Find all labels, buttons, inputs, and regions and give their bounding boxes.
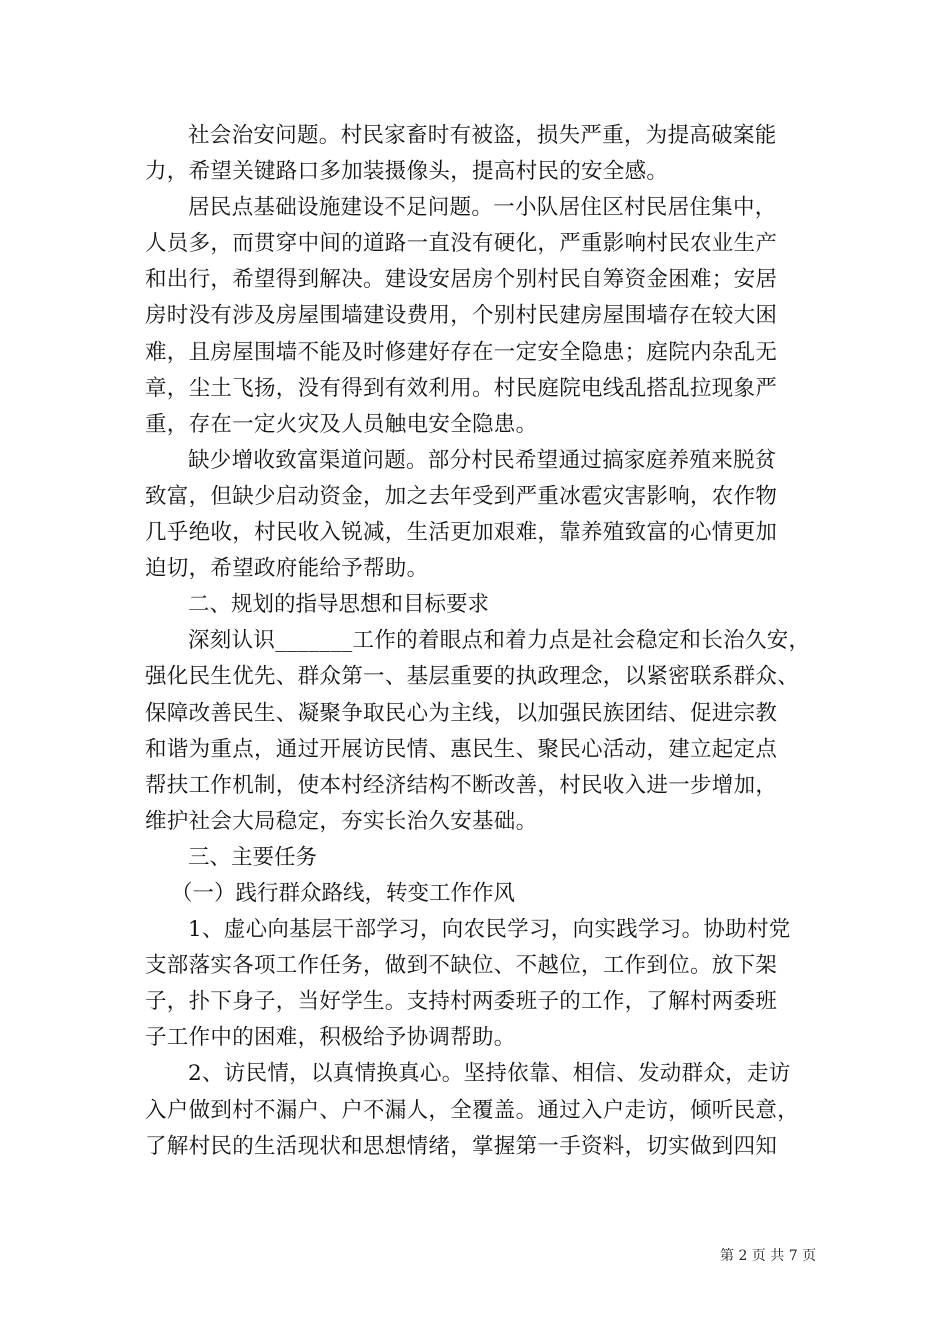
paragraph-public-security	[145, 118, 813, 190]
text-line: 社会治安问题。村民家畜时有被盗，损失严重，为提高破案能	[188, 123, 777, 148]
text-line: 重，存在一定火灾及人员触电安全隐患。	[145, 411, 538, 437]
text-line: 深刻认识_______工作的着眼点和着力点是社会稳定和长治久安，	[188, 628, 811, 654]
document-body	[145, 118, 813, 1165]
section-heading-guiding-ideology: 二、规划的指导思想和目标要求	[188, 592, 490, 618]
section-heading-main-tasks: 三、主要任务	[188, 844, 318, 870]
page-number: 第 2 页 共 7 页	[720, 1248, 817, 1264]
text-line: 迫切，希望政府能给予帮助。	[145, 556, 429, 582]
text-line: 1、虚心向基层干部学习，向农民学习，向实践学习。协助村党	[188, 917, 791, 943]
text-line: 房时没有涉及房屋围墙建设费用，个别村民建房屋围墙存在较大困	[145, 303, 778, 329]
text-line: 支部落实各项工作任务，做到不缺位、不越位，工作到位。放下架	[145, 953, 778, 979]
paragraph-infrastructure	[145, 190, 813, 443]
text-line: 章，尘土飞扬，没有得到有效利用。村民庭院电线乱搭乱拉现象严	[145, 375, 778, 401]
text-line: 人员多，而贯穿中间的道路一直没有硬化，严重影响村民农业生产	[145, 231, 778, 257]
text-line: 保障改善民生、凝聚争取民心为主线，以加强民族团结、促进宗教	[145, 700, 778, 726]
text-line: 子工作中的困难，积极给予协调帮助。	[145, 1025, 516, 1051]
text-line: 居民点基础设施建设不足问题。一小队居住区村民居住集中，	[188, 195, 777, 221]
text-line: 难，且房屋围墙不能及时修建好存在一定安全隐患；庭院内杂乱无	[145, 339, 778, 365]
text-line: 入户做到村不漏户、户不漏人，全覆盖。通过入户走访，倾听民意，	[145, 1097, 800, 1123]
text-line: 维护社会大局稳定，夯实长治久安基础。	[145, 808, 538, 834]
text-line: 缺少增收致富渠道问题。部分村民希望通过搞家庭养殖来脱贫	[188, 447, 777, 473]
paragraph-task-2	[145, 1056, 813, 1164]
text-line: 强化民生优先、群众第一、基层重要的执政理念，以紧密联系群众、	[145, 664, 800, 690]
text-line: 子，扑下身子，当好学生。支持村两委班子的工作，了解村两委班	[145, 989, 778, 1015]
text-line: 帮扶工作机制，使本村经济结构不断改善，村民收入进一步增加，	[145, 772, 778, 798]
paragraph-task-1	[145, 912, 813, 1056]
text-line: 和出行，希望得到解决。建设安居房个别村民自筹资金困难；安居	[145, 267, 778, 293]
paragraph-guiding-ideology	[145, 623, 813, 840]
text-line: 致富，但缺少启动资金，加之去年受到严重冰雹灾害影响，农作物	[145, 483, 778, 509]
text-line: 2、访民情，以真情换真心。坚持依靠、相信、发动群众，走访	[188, 1061, 791, 1087]
text-line: 几乎绝收，村民收入锐减，生活更加艰难，靠养殖致富的心情更加	[145, 520, 778, 546]
text-line: 和谐为重点，通过开展访民情、惠民生、聚民心活动，建立起定点	[145, 736, 778, 762]
text-line: 了解村民的生活现状和思想情绪，掌握第一手资料，切实做到四知	[145, 1133, 778, 1159]
text-line: 力，希望关键路口多加装摄像头，提高村民的安全感。	[145, 159, 669, 185]
subsection-heading-mass-line: （一）践行群众路线，转变工作作风	[171, 880, 516, 906]
paragraph-income-channels	[145, 443, 813, 587]
